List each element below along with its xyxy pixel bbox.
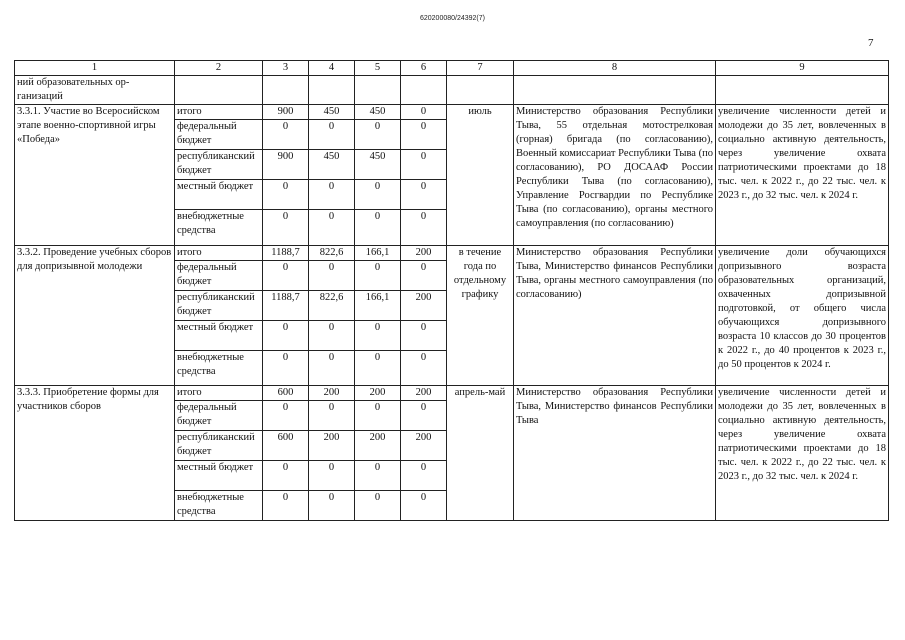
funding-source: внебюджетные средства xyxy=(175,351,263,386)
amount-cell: 0 xyxy=(309,401,355,431)
header-cell: 6 xyxy=(401,61,447,76)
funding-source: федеральный бюджет xyxy=(175,401,263,431)
amount-cell: 0 xyxy=(355,261,401,291)
header-cell: 7 xyxy=(447,61,514,76)
amount-cell: 0 xyxy=(309,120,355,150)
timing: апрель-май xyxy=(447,386,514,521)
amount-cell: 0 xyxy=(263,491,309,521)
amount-cell: 0 xyxy=(355,351,401,386)
header-cell: 8 xyxy=(514,61,716,76)
amount-cell: 0 xyxy=(355,321,401,351)
amount-cell: 450 xyxy=(355,150,401,180)
amount-cell: 200 xyxy=(401,246,447,261)
amount-cell: 200 xyxy=(355,431,401,461)
amount-cell: 822,6 xyxy=(309,291,355,321)
header-cell: 5 xyxy=(355,61,401,76)
amount-cell: 600 xyxy=(263,431,309,461)
table-row xyxy=(15,105,889,120)
header-cell: 9 xyxy=(716,61,889,76)
header-cell: 1 xyxy=(15,61,175,76)
header-cell: 2 xyxy=(175,61,263,76)
document-id: 620200080/24392(7) xyxy=(419,15,485,22)
amount-cell: 0 xyxy=(355,120,401,150)
amount-cell: 0 xyxy=(355,401,401,431)
amount-cell: 0 xyxy=(263,261,309,291)
amount-cell: 0 xyxy=(355,491,401,521)
amount-cell: 0 xyxy=(401,461,447,491)
amount-cell: 0 xyxy=(309,180,355,210)
funding-source: итого xyxy=(175,386,263,401)
continuation-cell: ний образовательных ор-ганизаций xyxy=(15,76,175,105)
amount-cell: 0 xyxy=(401,120,447,150)
amount-cell: 0 xyxy=(401,491,447,521)
amount-cell: 900 xyxy=(263,105,309,120)
amount-cell: 200 xyxy=(309,431,355,461)
table-body xyxy=(15,61,889,521)
item-name: 3.3.3. Приобретение формы для участников сборов xyxy=(15,386,175,521)
amount-cell: 200 xyxy=(401,291,447,321)
amount-cell: 200 xyxy=(355,386,401,401)
timing: в течение года по отдельному графику xyxy=(447,246,514,386)
amount-cell: 200 xyxy=(309,386,355,401)
amount-cell: 0 xyxy=(309,210,355,246)
amount-cell: 0 xyxy=(263,180,309,210)
amount-cell: 0 xyxy=(401,150,447,180)
amount-cell: 200 xyxy=(401,386,447,401)
header-row xyxy=(15,61,889,76)
executors: Министерство образования Республики Тыва, 55 отдельная мотострелковая (горная) бригада (по согласованию), Военный комиссариат Республики Тыва (по согласованию), РО ДОСААФ России Республики Тыва (по согласованию), Управление Росгвардии по Республике Тыва (по согласованию), органы местного самоуправления (по согласованию) xyxy=(514,105,716,246)
funding-source: республиканский бюджет xyxy=(175,291,263,321)
amount-cell: 0 xyxy=(263,401,309,431)
item-name: 3.3.2. Проведение учебных сборов для допризывной молодежи xyxy=(15,246,175,386)
amount-cell: 0 xyxy=(355,210,401,246)
funding-source: итого xyxy=(175,246,263,261)
funding-source: внебюджетные средства xyxy=(175,210,263,246)
table-row xyxy=(15,386,889,401)
item-name: 3.3.1. Участие во Всеросийском этапе военно-спортивной игры «Победа» xyxy=(15,105,175,246)
amount-cell: 0 xyxy=(401,180,447,210)
executors: Министерство образования Республики Тыва, Министерство финансов Республики Тыва, органы местного самоуправления (по согласованию) xyxy=(514,246,716,386)
expected-result: увеличение численности детей и молодежи до 35 лет, вовлеченных в социально активную деятельность, через увеличение охвата патриотическими проектами до 18 тыс. чел. к 2022 г., до 22 тыс. чел. к 2023 г., до 32 тыс. чел. к 2024 г. xyxy=(716,386,889,521)
amount-cell: 0 xyxy=(263,461,309,491)
header-cell: 4 xyxy=(309,61,355,76)
amount-cell: 450 xyxy=(309,105,355,120)
amount-cell: 0 xyxy=(263,321,309,351)
amount-cell: 0 xyxy=(263,120,309,150)
amount-cell: 0 xyxy=(309,321,355,351)
amount-cell: 0 xyxy=(263,351,309,386)
amount-cell: 1188,7 xyxy=(263,291,309,321)
amount-cell: 0 xyxy=(401,105,447,120)
page-number: 7 xyxy=(868,37,874,49)
funding-source: местный бюджет xyxy=(175,180,263,210)
amount-cell: 0 xyxy=(309,461,355,491)
funding-source: федеральный бюджет xyxy=(175,261,263,291)
table-row xyxy=(15,246,889,261)
amount-cell: 166,1 xyxy=(355,246,401,261)
amount-cell: 0 xyxy=(401,321,447,351)
amount-cell: 0 xyxy=(401,351,447,386)
expected-result: увеличение численности детей и молодежи до 35 лет, вовлеченных в социально активную деятельность, через увеличение охвата патриотическими проектами до 18 тыс. чел. к 2022 г., до 22 тыс. чел. к 2023 г., до 32 тыс. чел. к 2024 г. xyxy=(716,105,889,246)
header-cell: 3 xyxy=(263,61,309,76)
amount-cell: 1188,7 xyxy=(263,246,309,261)
funding-source: итого xyxy=(175,105,263,120)
amount-cell: 200 xyxy=(401,431,447,461)
amount-cell: 0 xyxy=(401,261,447,291)
amount-cell: 0 xyxy=(401,401,447,431)
amount-cell: 0 xyxy=(263,210,309,246)
funding-source: республиканский бюджет xyxy=(175,150,263,180)
funding-source: местный бюджет xyxy=(175,461,263,491)
amount-cell: 0 xyxy=(309,491,355,521)
executors: Министерство образования Республики Тыва, Министерство финансов Республики Тыва xyxy=(514,386,716,521)
program-table xyxy=(14,60,889,521)
amount-cell: 0 xyxy=(309,261,355,291)
amount-cell: 600 xyxy=(263,386,309,401)
funding-source: федеральный бюджет xyxy=(175,120,263,150)
timing: июль xyxy=(447,105,514,246)
amount-cell: 0 xyxy=(355,180,401,210)
amount-cell: 900 xyxy=(263,150,309,180)
amount-cell: 0 xyxy=(355,461,401,491)
amount-cell: 0 xyxy=(309,351,355,386)
amount-cell: 0 xyxy=(401,210,447,246)
funding-source: местный бюджет xyxy=(175,321,263,351)
continuation-row xyxy=(15,76,889,105)
expected-result: увеличение доли обучающихся допризывного возраста образовательных организаций, охваченных допризывной подготовкой, от общего числа обучающихся допризывного возраста 10 классов до 30 процентов к 2022 г., до 40 процентов к 2023 г., до 50 процентов к 2024 г. xyxy=(716,246,889,386)
amount-cell: 822,6 xyxy=(309,246,355,261)
amount-cell: 166,1 xyxy=(355,291,401,321)
amount-cell: 450 xyxy=(309,150,355,180)
amount-cell: 450 xyxy=(355,105,401,120)
funding-source: республиканский бюджет xyxy=(175,431,263,461)
funding-source: внебюджетные средства xyxy=(175,491,263,521)
